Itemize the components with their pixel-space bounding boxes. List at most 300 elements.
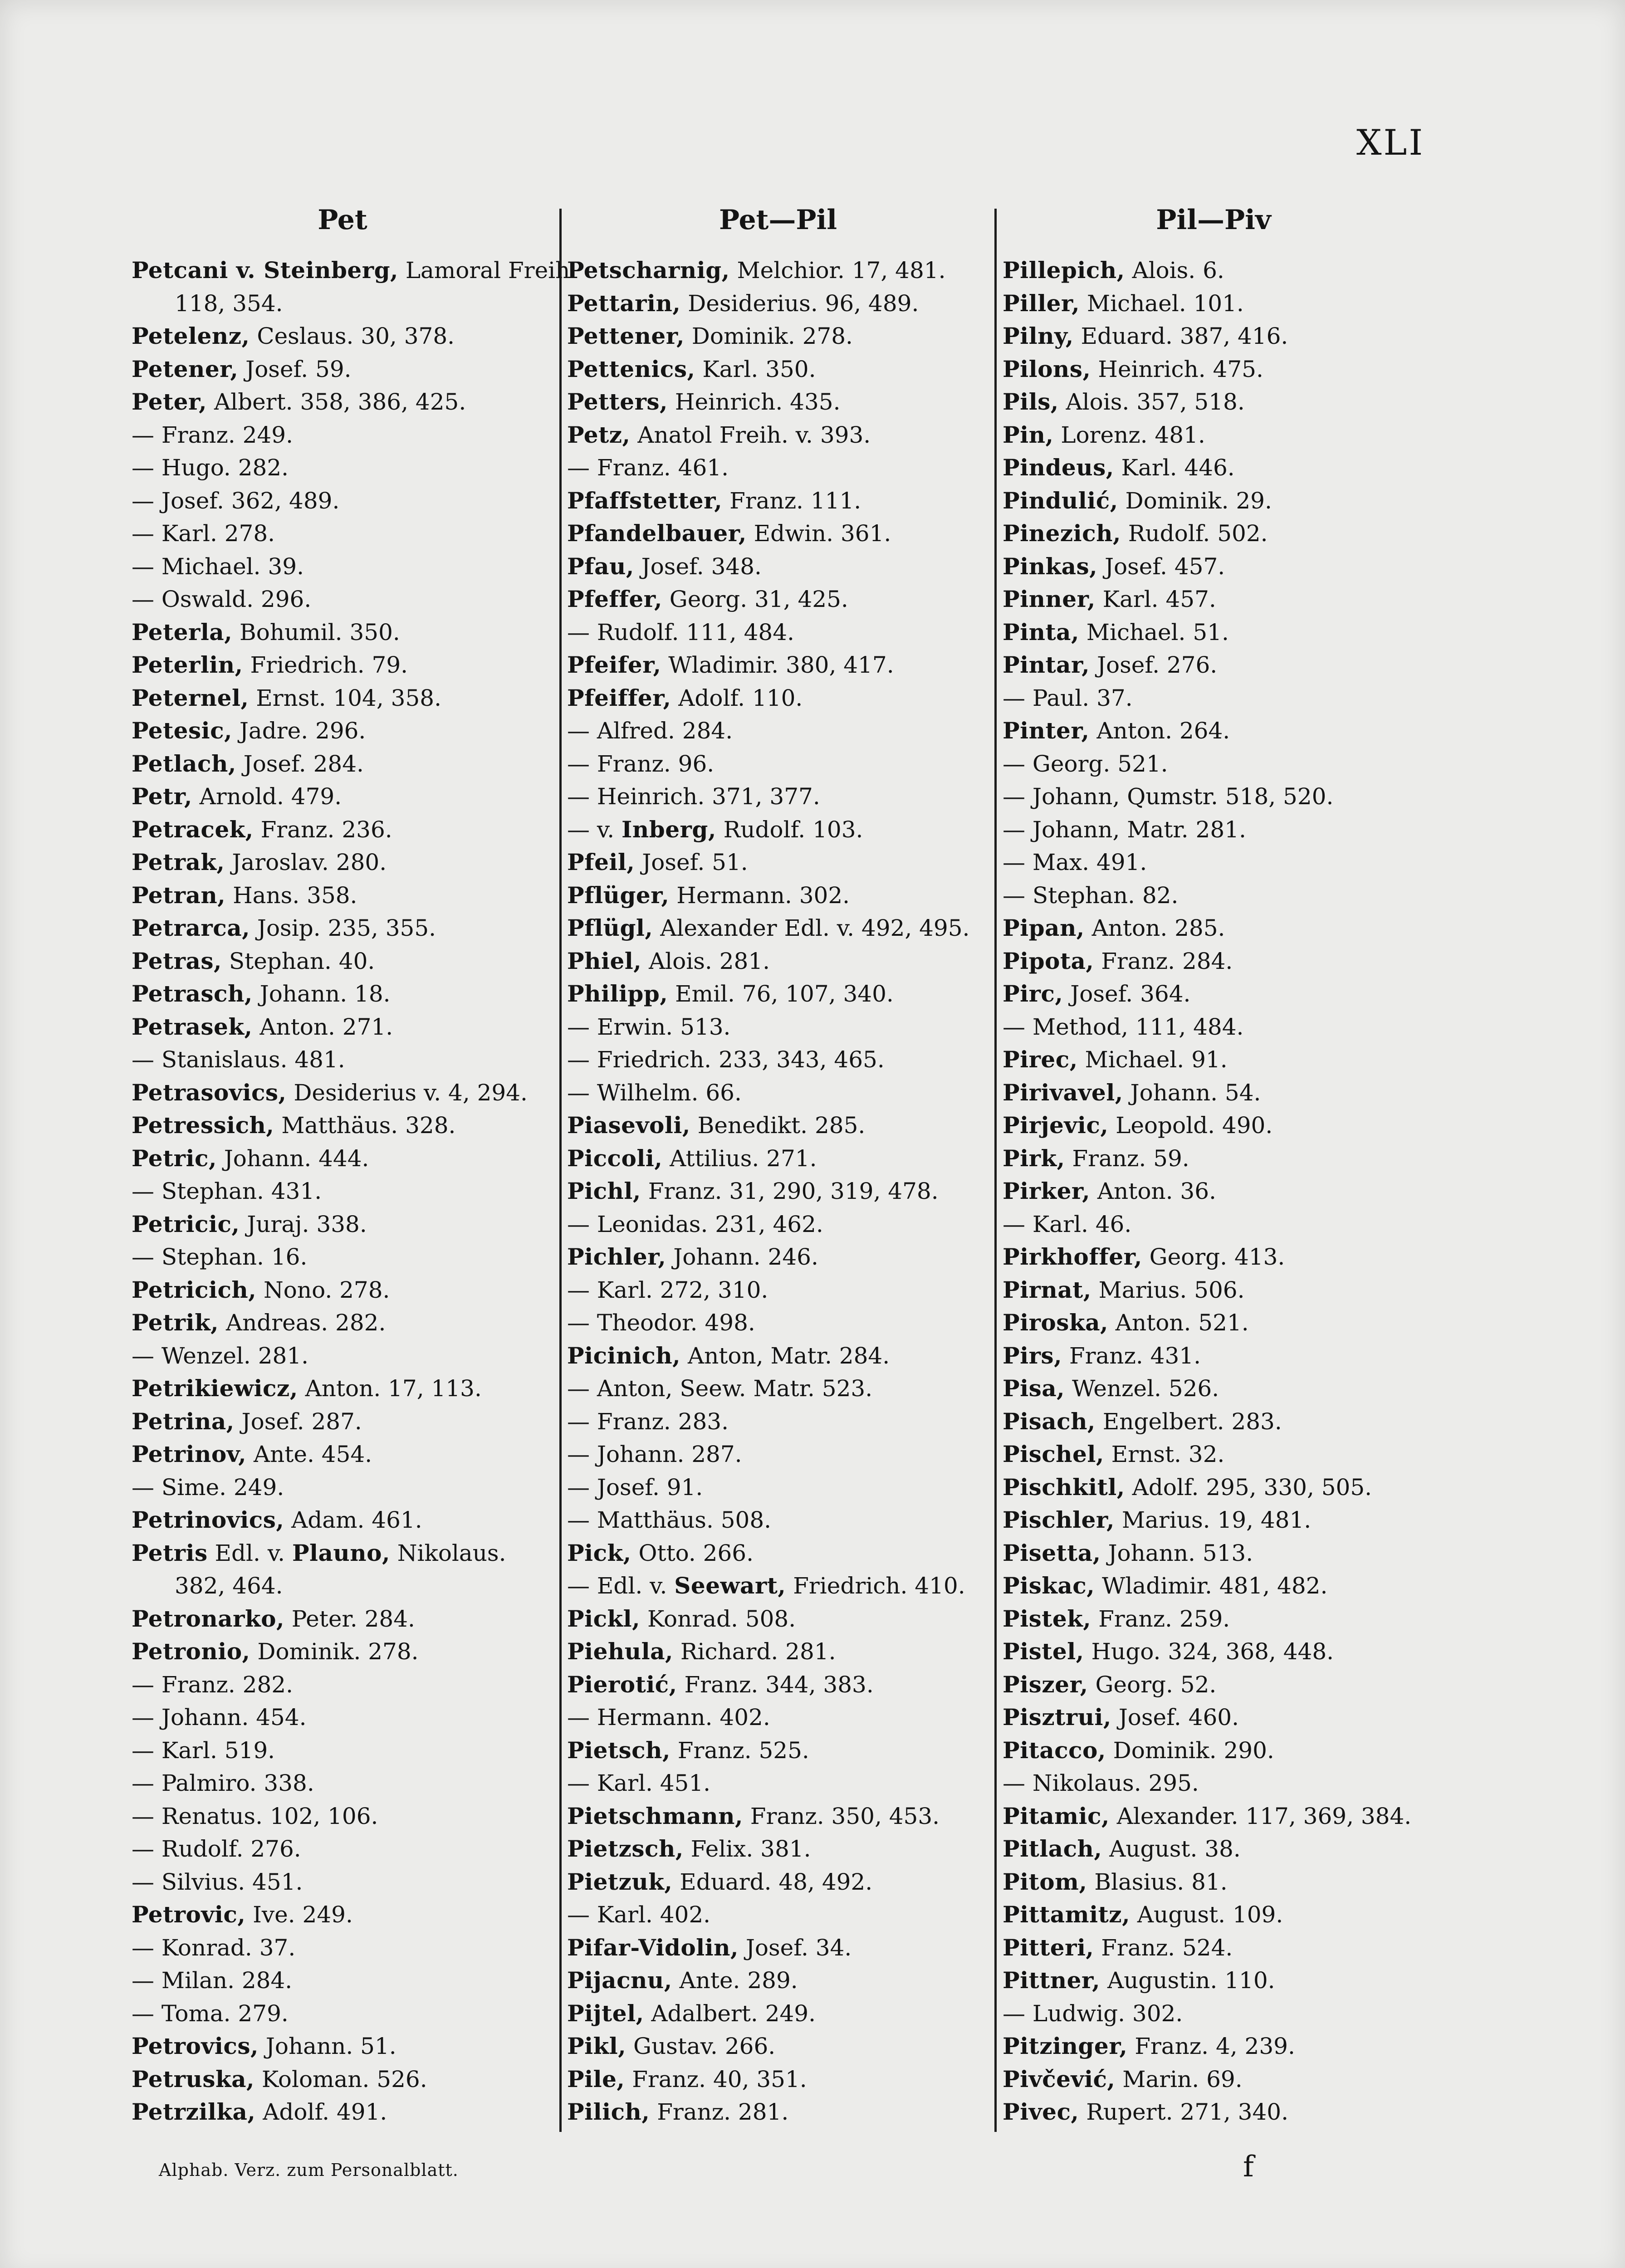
entry-details: Franz. 4, 239.: [1127, 2033, 1295, 2059]
index-entry: [567, 1734, 989, 1767]
entry-surname: Pick,: [567, 1539, 631, 1566]
entry-surname: Pirivavel,: [1003, 1079, 1123, 1106]
entry-details: Johann. 246.: [666, 1244, 818, 1270]
index-entry: [567, 353, 989, 386]
entry-details: Engelbert. 283.: [1095, 1408, 1282, 1435]
entry-surname: Pischel,: [1003, 1441, 1104, 1467]
index-entry: [132, 1833, 553, 1866]
entry-details: — Erwin. 513.: [567, 1013, 731, 1040]
entry-surname: Pisa,: [1003, 1375, 1065, 1402]
entry-surname: Pfeffer,: [567, 586, 662, 612]
entry-details: Augustin. 110.: [1100, 1967, 1275, 1994]
entry-list: [132, 254, 570, 2129]
index-entry: [132, 1668, 553, 1701]
index-entry: [567, 1866, 989, 1899]
entry-details: — Sime. 249.: [132, 1474, 284, 1501]
index-entry: [132, 2096, 553, 2129]
entry-surname: Peterlin,: [132, 651, 243, 678]
index-entry: [1003, 748, 1424, 781]
entry-details: 118, 354.: [175, 290, 283, 317]
index-entry: [1003, 2063, 1424, 2096]
entry-details: — Stanislaus. 481.: [132, 1046, 345, 1073]
entry-surname: Pittamitz,: [1003, 1901, 1130, 1928]
entry-details: Nono. 278.: [256, 1276, 390, 1303]
index-entry: [132, 780, 553, 813]
entry-surname: Petesic,: [132, 717, 232, 744]
entry-surname: Petters,: [567, 388, 668, 415]
index-entry: [1003, 550, 1424, 583]
index-entry: [1003, 1800, 1424, 1833]
entry-details: — Stephan. 16.: [132, 1244, 308, 1270]
index-entry: [132, 1569, 553, 1603]
index-entry: [567, 1241, 989, 1274]
entry-details: Johann. 444.: [216, 1145, 369, 1172]
entry-details: — Heinrich. 371, 377.: [567, 783, 820, 810]
entry-surname: Pirc,: [1003, 980, 1063, 1007]
entry-surname: Pfaffstetter,: [567, 487, 723, 514]
index-entry: [132, 1306, 553, 1339]
index-entry: [1003, 1208, 1424, 1241]
entry-surname: Petrikiewicz,: [132, 1375, 298, 1402]
index-entry: [1003, 1767, 1424, 1800]
index-entry: [567, 1076, 989, 1110]
index-entry: [1003, 714, 1424, 748]
entry-surname: Peternel,: [132, 684, 249, 711]
entry-details: — Method, 111, 484.: [1003, 1013, 1244, 1040]
index-entry: [132, 1405, 553, 1438]
index-entry: [567, 616, 989, 649]
entry-surname: Pfeiffer,: [567, 684, 671, 711]
index-entry: [1003, 1241, 1424, 1274]
entry-surname: Pirk,: [1003, 1144, 1065, 1172]
entry-surname: Petscharnig,: [567, 257, 730, 284]
entry-details: Rupert. 271, 340.: [1079, 2099, 1288, 2125]
entry-details: Ante. 289.: [672, 1967, 798, 1994]
entry-surname: Pisetta,: [1003, 1539, 1101, 1566]
entry-surname: Pflügl,: [567, 914, 653, 941]
index-entry: [1003, 419, 1424, 452]
entry-surname: Pikl,: [567, 2033, 627, 2059]
index-entry: [1003, 1142, 1424, 1175]
entry-surname: Philipp,: [567, 980, 668, 1007]
entry-surname: Petr,: [132, 783, 192, 810]
index-entry: [1003, 1372, 1424, 1405]
entry-details: — Franz. 282.: [132, 1671, 293, 1698]
index-entry: [132, 1011, 553, 1044]
entry-details: Josef. 34.: [738, 1934, 852, 1961]
index-entry: [132, 1603, 553, 1636]
entry-details: — Oswald. 296.: [132, 586, 312, 612]
entry-details: — Stephan. 82.: [1003, 882, 1179, 909]
entry-surname: Picinich,: [567, 1342, 681, 1369]
entry-details: Michael. 91.: [1077, 1046, 1228, 1073]
index-entry: [1003, 1339, 1424, 1373]
entry-surname: Petz,: [567, 421, 631, 448]
entry-details: — Michael. 39.: [132, 553, 304, 580]
index-entry: [567, 287, 989, 320]
entry-details: Benedikt. 285.: [690, 1112, 866, 1139]
index-entry: [1003, 451, 1424, 484]
entry-details: — Nikolaus. 295.: [1003, 1770, 1199, 1796]
entry-surname: Piehula,: [567, 1638, 673, 1665]
entry-details: — Georg. 521.: [1003, 750, 1168, 777]
entry-details: Leopold. 490.: [1108, 1112, 1273, 1139]
entry-details: — Milan. 284.: [132, 1967, 293, 1994]
index-entry: [132, 353, 553, 386]
entry-details: Franz. 40, 351.: [625, 2066, 807, 2092]
entry-details: Franz. 259.: [1091, 1605, 1230, 1632]
entry-details: Ernst. 104, 358.: [249, 684, 441, 711]
entry-details: Alois. 281.: [641, 948, 770, 974]
entry-details: Ceslaus. 30, 378.: [250, 323, 455, 349]
index-entry: [132, 2063, 553, 2096]
entry-details: Wladimir. 481, 482.: [1095, 1573, 1328, 1599]
entry-details: — v.: [567, 816, 622, 843]
index-entry: [1003, 912, 1424, 945]
column-divider: [994, 209, 997, 2132]
entry-details: Hugo. 324, 368, 448.: [1084, 1638, 1334, 1665]
index-entry: [567, 1175, 989, 1208]
index-entry: [1003, 1306, 1424, 1339]
entry-details: — Franz. 249.: [132, 421, 293, 448]
index-entry: [1003, 1635, 1424, 1668]
index-entry: [567, 1931, 989, 1965]
index-entry: [567, 682, 989, 715]
index-entry: [132, 1142, 553, 1175]
entry-details: Friedrich. 79.: [243, 652, 408, 678]
entry-surname: Pirs,: [1003, 1342, 1062, 1369]
entry-details: Ive. 249.: [245, 1901, 353, 1928]
index-entry: [132, 714, 553, 748]
index-entry: [132, 1339, 553, 1373]
entry-details: — Wilhelm. 66.: [567, 1079, 742, 1106]
entry-details: — Konrad. 37.: [132, 1934, 296, 1961]
entry-surname: Pfeil,: [567, 849, 635, 875]
entry-details: Anton. 17, 113.: [298, 1375, 482, 1402]
entry-details: Jaroslav. 280.: [225, 849, 387, 875]
entry-details: Rudolf. 103.: [716, 816, 863, 843]
entry-details: Nikolaus.: [390, 1540, 506, 1566]
index-entry: [567, 649, 989, 682]
entry-details: Alexander Edl. v. 492, 495.: [653, 915, 970, 941]
entry-surname: Pitom,: [1003, 1868, 1087, 1895]
index-entry: [567, 320, 989, 353]
entry-details: Franz. 431.: [1062, 1342, 1201, 1369]
entry-details: Franz. 281.: [650, 2099, 789, 2125]
entry-surname: Plauno,: [292, 1539, 390, 1566]
index-entry: [132, 517, 553, 550]
index-column: [567, 195, 989, 2129]
index-entry: [1003, 649, 1424, 682]
index-entry: [1003, 1734, 1424, 1767]
entry-details: — Johann, Qumstr. 518, 520.: [1003, 783, 1334, 810]
entry-surname: Petricich,: [132, 1276, 257, 1303]
index-entry: [567, 1997, 989, 2030]
entry-surname: Pflüger,: [567, 881, 670, 909]
entry-surname: Pilons,: [1003, 355, 1091, 382]
entry-details: Michael. 101.: [1080, 290, 1244, 317]
entry-surname: Petrasovics,: [132, 1079, 287, 1106]
entry-surname: Pistek,: [1003, 1605, 1091, 1632]
entry-details: August. 109.: [1130, 1901, 1283, 1928]
entry-surname: Pitacco,: [1003, 1736, 1106, 1764]
index-entry: [567, 1405, 989, 1438]
entry-details: Otto. 266.: [631, 1540, 754, 1566]
entry-details: Johann. 51.: [258, 2033, 396, 2059]
entry-details: Marius. 506.: [1091, 1276, 1245, 1303]
index-entry: [1003, 1833, 1424, 1866]
index-entry: [1003, 682, 1424, 715]
index-entry: [132, 1734, 553, 1767]
entry-surname: Pfau,: [567, 552, 634, 580]
index-entry: [1003, 1043, 1424, 1076]
entry-details: Matthäus. 328.: [274, 1112, 456, 1139]
entry-details: — Karl. 402.: [567, 1901, 711, 1928]
index-column: [132, 195, 570, 2129]
index-entry: [1003, 254, 1424, 287]
footer-note: Alphab. Verz. zum Personalblatt.: [159, 2160, 459, 2180]
index-entry: [1003, 517, 1424, 550]
entry-surname: Pitteri,: [1003, 1934, 1094, 1961]
entry-details: Johann. 18.: [252, 981, 391, 1007]
index-entry: [567, 879, 989, 912]
entry-surname: Petressich,: [132, 1112, 274, 1139]
entry-details: Adalbert. 249.: [644, 2000, 816, 2027]
entry-surname: Pijtel,: [567, 1999, 644, 2027]
entry-surname: Piasevoli,: [567, 1112, 690, 1139]
entry-details: Marin. 69.: [1115, 2066, 1243, 2092]
index-entry: [132, 2030, 553, 2063]
index-entry: [132, 1997, 553, 2030]
entry-surname: Petrak,: [132, 849, 225, 875]
entry-surname: Pischler,: [1003, 1506, 1115, 1533]
entry-details: Johann. 54.: [1123, 1079, 1261, 1106]
index-entry: [132, 1372, 553, 1405]
entry-details: Desiderius. 96, 489.: [680, 290, 919, 317]
entry-details: Arnold. 479.: [192, 783, 342, 810]
entry-details: — Hugo. 282.: [132, 455, 289, 481]
entry-surname: Seewart,: [674, 1572, 786, 1599]
entry-details: Franz. 344, 383.: [677, 1671, 874, 1698]
entry-details: — Ludwig. 302.: [1003, 2000, 1183, 2027]
index-entry: [132, 1438, 553, 1471]
index-entry: [1003, 1569, 1424, 1603]
index-entry: [1003, 1603, 1424, 1636]
entry-surname: Petrina,: [132, 1408, 235, 1435]
entry-details: Hans. 358.: [225, 882, 357, 909]
entry-details: — Franz. 96.: [567, 750, 715, 777]
index-entry: [1003, 320, 1424, 353]
entry-details: — Johann. 287.: [567, 1441, 742, 1467]
entry-details: Alois. 6.: [1125, 257, 1224, 284]
entry-surname: Pichler,: [567, 1243, 666, 1270]
index-entry: [132, 1635, 553, 1668]
entry-details: Ante. 454.: [246, 1441, 372, 1467]
index-entry: [132, 1109, 553, 1142]
index-entry: [567, 1011, 989, 1044]
entry-details: Josef. 457.: [1097, 553, 1225, 580]
entry-surname: Petrik,: [132, 1309, 219, 1336]
entry-details: Ernst. 32.: [1104, 1441, 1225, 1467]
entry-details: Alois. 357, 518.: [1058, 389, 1245, 415]
index-entry: [132, 879, 553, 912]
index-entry: [132, 320, 553, 353]
entry-surname: Pettener,: [567, 323, 685, 349]
entry-surname: Pivčević,: [1003, 2065, 1116, 2092]
index-entry: [567, 2063, 989, 2096]
index-entry: [132, 1274, 553, 1307]
index-entry: [132, 550, 553, 583]
entry-surname: Pickl,: [567, 1605, 641, 1632]
index-entry: [1003, 1438, 1424, 1471]
entry-surname: Petrarca,: [132, 914, 250, 941]
entry-details: Melchior. 17, 481.: [729, 257, 946, 284]
entry-details: Anton. 271.: [252, 1013, 393, 1040]
index-entry: [132, 1866, 553, 1899]
entry-details: Anatol Freih. v. 393.: [630, 421, 871, 448]
index-entry: [567, 1274, 989, 1307]
entry-surname: Pilny,: [1003, 323, 1074, 349]
index-entry: [132, 1208, 553, 1241]
entry-details: Peter. 284.: [284, 1605, 415, 1632]
index-entry: [1003, 1405, 1424, 1438]
entry-details: Josef. 284.: [236, 750, 364, 777]
index-entry: [1003, 386, 1424, 419]
index-entry: [132, 649, 553, 682]
index-entry: [1003, 353, 1424, 386]
index-entry: [132, 912, 553, 945]
entry-details: — Friedrich. 233, 343, 465.: [567, 1046, 885, 1073]
entry-surname: Petronio,: [132, 1638, 250, 1665]
entry-details: Anton. 264.: [1089, 718, 1230, 744]
column-heading: Pet: [318, 204, 367, 236]
index-entry: [567, 1043, 989, 1076]
entry-surname: Pipan,: [1003, 914, 1085, 941]
index-entry: [567, 1142, 989, 1175]
index-entry: [132, 1076, 553, 1110]
index-entry: [1003, 1504, 1424, 1537]
index-entry: [132, 1537, 553, 1570]
entry-surname: Pinezich,: [1003, 520, 1121, 547]
index-entry: [567, 714, 989, 748]
index-entry: [132, 748, 553, 781]
entry-details: 382, 464.: [175, 1573, 283, 1599]
index-entry: [567, 780, 989, 813]
entry-details: Eduard. 387, 416.: [1073, 323, 1288, 349]
index-entry: [132, 1767, 553, 1800]
entry-details: — Karl. 46.: [1003, 1211, 1132, 1237]
index-entry: [567, 1208, 989, 1241]
entry-surname: Pistel,: [1003, 1638, 1084, 1665]
entry-surname: Petrovics,: [132, 2033, 259, 2059]
entry-details: Marius. 19, 481.: [1114, 1507, 1312, 1533]
index-entry: [1003, 287, 1424, 320]
entry-surname: Pipota,: [1003, 947, 1094, 974]
index-entry: [1003, 978, 1424, 1011]
entry-details: Josip. 235, 355.: [250, 915, 436, 941]
entry-surname: Petrzilka,: [132, 2098, 256, 2125]
index-entry: [1003, 1964, 1424, 1997]
index-entry: [567, 945, 989, 978]
entry-details: Dominik. 29.: [1118, 487, 1272, 514]
index-entry: [1003, 2096, 1424, 2129]
entry-details: Bohumil. 350.: [232, 619, 400, 645]
entry-details: Dominik. 278.: [684, 323, 853, 349]
index-entry: [567, 484, 989, 518]
entry-details: Eduard. 48, 492.: [672, 1868, 873, 1895]
entry-details: Lorenz. 481.: [1053, 421, 1205, 448]
entry-details: Franz. 236.: [253, 816, 392, 843]
index-entry: [567, 517, 989, 550]
entry-details: Konrad. 508.: [640, 1605, 796, 1632]
index-entry: [132, 583, 553, 616]
entry-details: — Palmiro. 338.: [132, 1770, 314, 1796]
entry-surname: Pischkitl,: [1003, 1473, 1125, 1501]
index-entry: [1003, 1537, 1424, 1570]
entry-details: Attilius. 271.: [662, 1145, 817, 1172]
entry-details: Josef. 348.: [634, 553, 762, 580]
entry-surname: Pile,: [567, 2065, 625, 2092]
entry-details: Franz. 284.: [1094, 948, 1233, 974]
entry-details: — Karl. 278.: [132, 520, 275, 547]
index-entry: [132, 682, 553, 715]
index-entry: [567, 1833, 989, 1866]
entry-surname: Pisztrui,: [1003, 1704, 1111, 1730]
index-entry: [567, 1306, 989, 1339]
index-entry: [1003, 945, 1424, 978]
entry-surname: Pirjevic,: [1003, 1112, 1109, 1139]
entry-details: Emil. 76, 107, 340.: [668, 981, 894, 1007]
entry-details: Dominik. 290.: [1106, 1737, 1274, 1764]
entry-details: Franz. 59.: [1065, 1145, 1189, 1172]
index-entry: [567, 2030, 989, 2063]
entry-details: Koloman. 526.: [254, 2066, 427, 2092]
entry-details: — Max. 491.: [1003, 849, 1147, 875]
index-entry: [567, 1339, 989, 1373]
entry-details: Juraj. 338.: [240, 1211, 367, 1237]
index-entry: [132, 419, 553, 452]
entry-details: Stephan. 40.: [221, 948, 375, 974]
index-entry: [1003, 1076, 1424, 1110]
entry-surname: Pietschmann,: [567, 1802, 743, 1829]
entry-details: Adolf. 491.: [255, 2099, 387, 2125]
entry-details: — Wenzel. 281.: [132, 1342, 309, 1369]
entry-details: Adam. 461.: [284, 1507, 422, 1533]
entry-details: Edwin. 361.: [746, 520, 891, 547]
index-entry: [1003, 846, 1424, 879]
entry-details: — Anton, Seew. Matr. 523.: [567, 1375, 873, 1402]
entry-details: Desiderius v. 4, 294.: [286, 1079, 528, 1106]
entry-details: — Rudolf. 111, 484.: [567, 619, 794, 645]
entry-surname: Petronarko,: [132, 1605, 284, 1632]
index-entry: [132, 1504, 553, 1537]
column-divider: [559, 209, 562, 2132]
index-entry: [1003, 1931, 1424, 1965]
entry-details: Andreas. 282.: [219, 1310, 386, 1336]
index-entry: [567, 1964, 989, 1997]
entry-details: — Karl. 451.: [567, 1770, 711, 1796]
index-entry: [132, 1800, 553, 1833]
index-entry: [567, 1438, 989, 1471]
entry-details: Franz. 524.: [1094, 1934, 1233, 1961]
entry-surname: Pietzsch,: [567, 1835, 684, 1862]
entry-surname: Pinkas,: [1003, 552, 1098, 580]
entry-surname: Pin,: [1003, 421, 1054, 448]
entry-details: Hermann. 302.: [669, 882, 850, 909]
entry-details: — Stephan. 431.: [132, 1178, 322, 1204]
entry-surname: Petris: [132, 1539, 208, 1566]
index-entry: [567, 1109, 989, 1142]
